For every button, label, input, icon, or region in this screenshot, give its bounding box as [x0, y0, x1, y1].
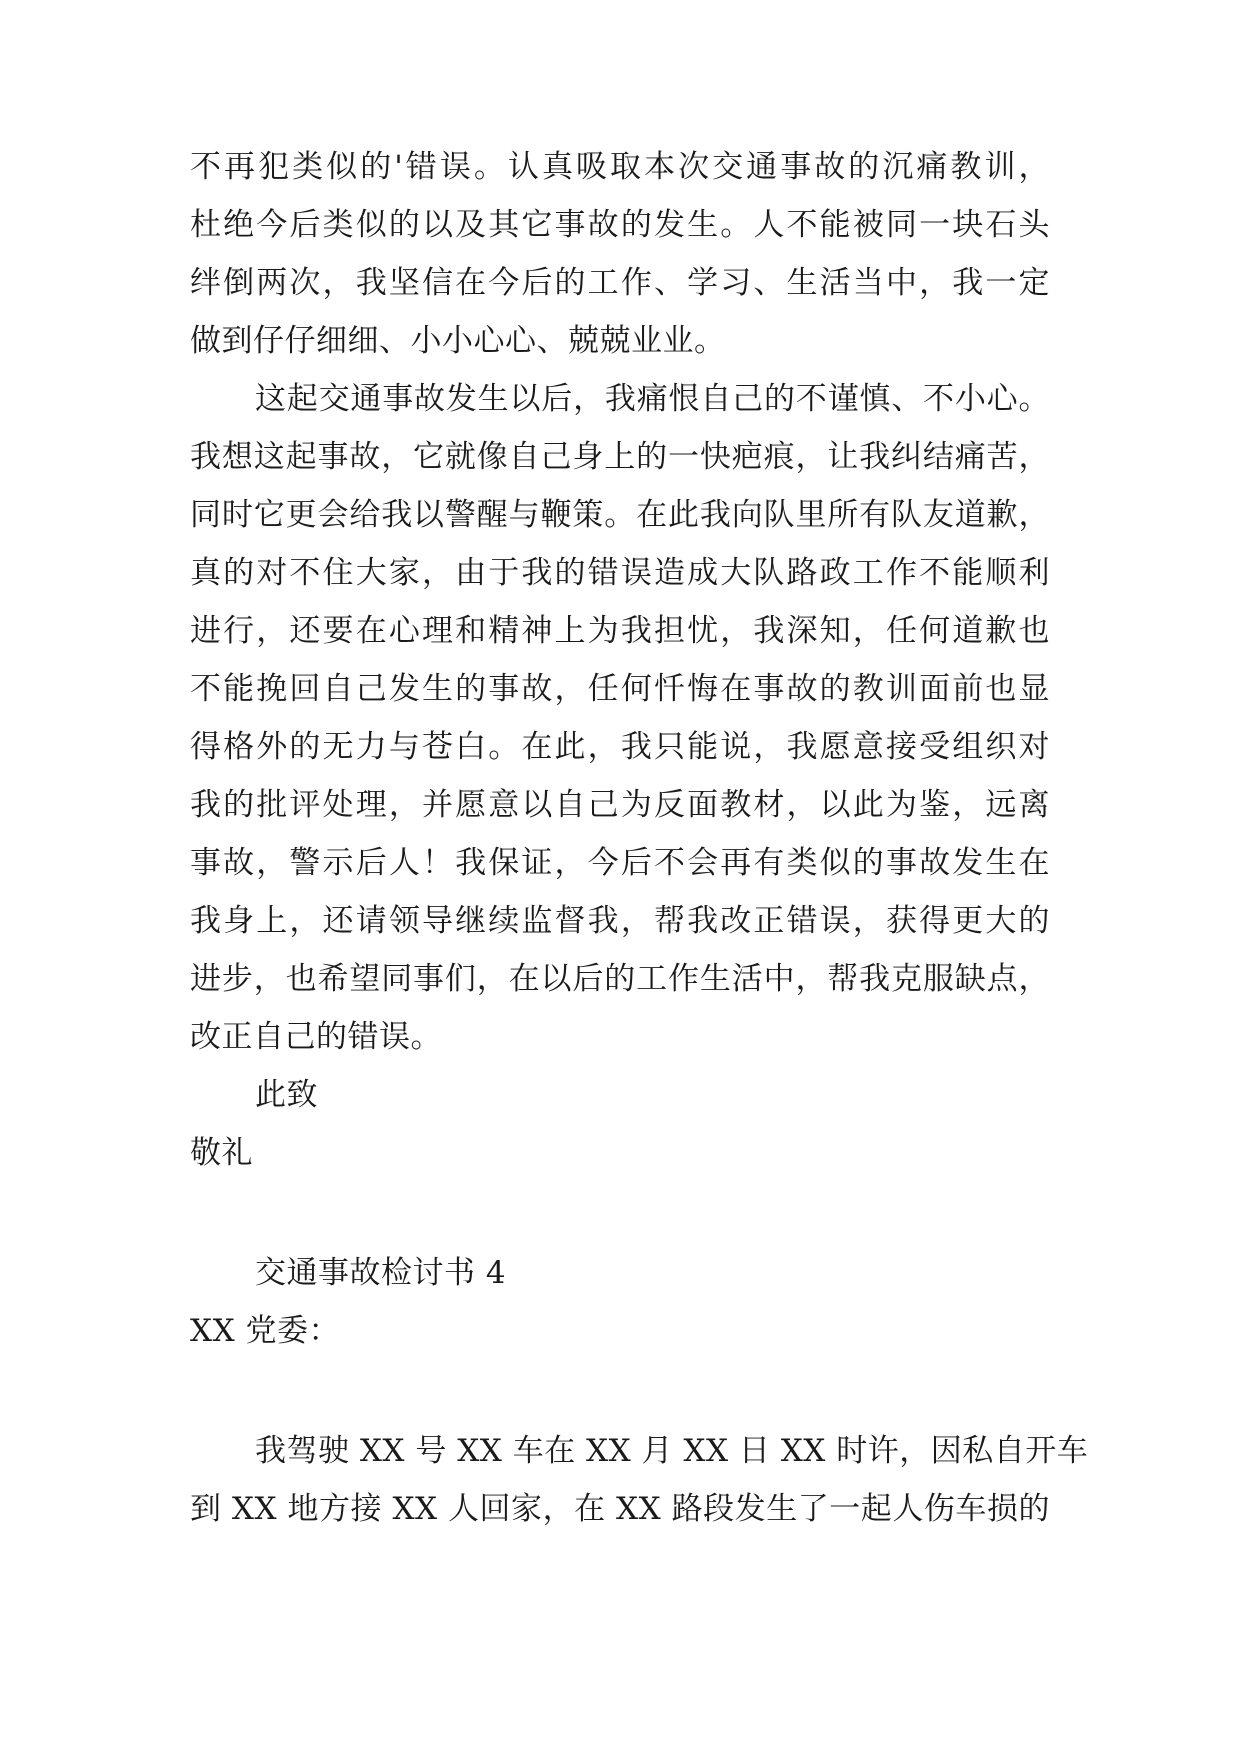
paragraph-line: 杜绝今后类似的以及其它事故的发生。人不能被同一块石头 [190, 207, 1050, 243]
paragraph-line: 绊倒两次，我坚信在今后的工作、学习、生活当中，我一定 [190, 265, 1050, 301]
paragraph-line: 得格外的无力与苍白。在此，我只能说，我愿意接受组织对 [190, 729, 1050, 765]
paragraph-line: 改正自己的错误。 [190, 1019, 442, 1055]
paragraph-line: 同时它更会给我以警醒与鞭策。在此我向队里所有队友道歉， [190, 497, 1050, 533]
paragraph-line: 事故，警示后人！我保证，今后不会再有类似的事故发生在 [190, 845, 1050, 881]
paragraph-line: 不再犯类似的'错误。认真吸取本次交通事故的沉痛教训， [190, 149, 1050, 185]
paragraph-line: 进步，也希望同事们，在以后的工作生活中，帮我克服缺点， [190, 961, 1050, 997]
paragraph-line: 做到仔仔细细、小小心心、兢兢业业。 [190, 323, 726, 359]
paragraph-line: 进行，还要在心理和精神上为我担忧，我深知，任何道歉也 [190, 613, 1050, 649]
paragraph-line: 这起交通事故发生以后，我痛恨自己的不谨慎、不小心。 [255, 381, 1050, 417]
closing-text: 此致 [255, 1077, 318, 1113]
paragraph-line: 真的对不住大家，由于我的错误造成大队路政工作不能顺利 [190, 555, 1050, 591]
paragraph-line: 不能挽回自己发生的事故，任何忏悔在事故的教训面前也显 [190, 671, 1050, 707]
addressee: XX 党委： [190, 1313, 340, 1349]
salutation-text: 敬礼 [190, 1135, 253, 1171]
paragraph-line: 到 XX 地方接 XX 人回家，在 XX 路段发生了一起人伤车损的 [190, 1491, 1050, 1527]
paragraph-line: 我的批评处理，并愿意以自己为反面教材，以此为鉴，远离 [190, 787, 1050, 823]
paragraph-line: 我身上，还请领导继续监督我，帮我改正错误，获得更大的 [190, 903, 1050, 939]
paragraph-line: 我驾驶 XX 号 XX 车在 XX 月 XX 日 XX 时许，因私自开车 [255, 1433, 1089, 1469]
paragraph-line: 我想这起事故，它就像自己身上的一快疤痕，让我纠结痛苦， [190, 439, 1050, 475]
section-title: 交通事故检讨书 4 [255, 1255, 507, 1291]
